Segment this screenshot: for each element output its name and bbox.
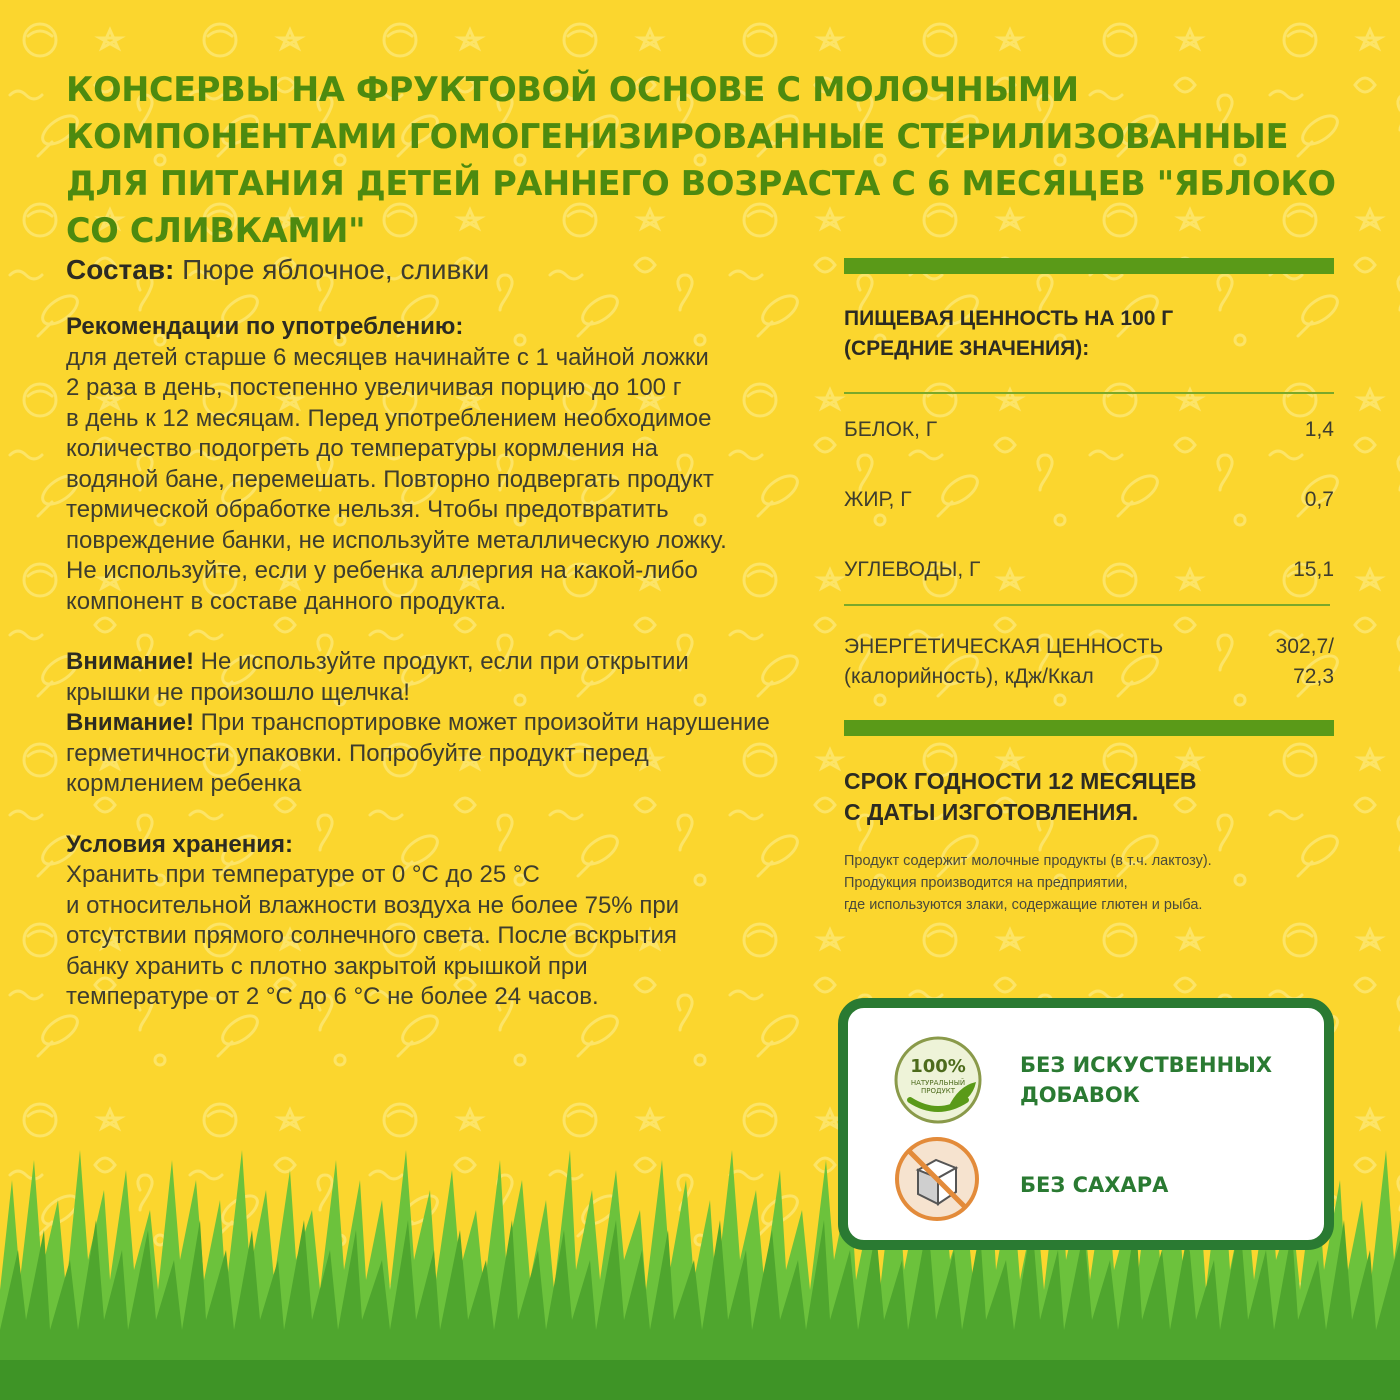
nutrition-row-carbs	[844, 558, 1334, 582]
nutrient-label: УГЛЕВОДЫ, Г	[844, 558, 981, 581]
recommendations-line: количество подогреть до температуры кормления на	[66, 435, 658, 462]
shelf-life	[844, 766, 1334, 828]
warnings-section	[66, 647, 826, 800]
energy-label-line: (калорийность), кДж/Ккал	[844, 665, 1094, 688]
warning-text: Не используйте продукт, если при открытии крышки не произошло щелчка!	[66, 648, 689, 706]
nutrition-heading-line: ПИЩЕВАЯ ЦЕННОСТЬ НА 100 Г	[844, 307, 1174, 330]
nutrient-value: 15,1	[1293, 558, 1334, 581]
recommendations-heading: Рекомендации по употреблению:	[66, 313, 464, 340]
natural-badge-line: БЕЗ ИСКУСТВЕННЫХ	[1020, 1053, 1273, 1077]
warning-transport	[66, 708, 786, 800]
energy-label	[844, 632, 1163, 692]
recommendations-line: повреждение банки, не используйте металлическую ложку.	[66, 526, 727, 554]
divider-bar	[844, 258, 1334, 274]
divider-line	[844, 392, 1334, 394]
warning-label: Внимание!	[66, 709, 194, 736]
divider-bar	[844, 720, 1334, 736]
recommendations-line: водяной бане, перемешать. Повторно подвергать продукт	[66, 465, 714, 493]
natural-badge-text	[1020, 1050, 1272, 1110]
nutrient-label: ЖИР, Г	[844, 488, 912, 511]
energy-label-line: ЭНЕРГЕТИЧЕСКАЯ ЦЕННОСТЬ	[844, 635, 1164, 658]
recommendations-line: термической обработке нельзя. Чтобы предотвратить	[66, 496, 669, 523]
recommendations-line: в день к 12 месяцам. Перед употреблением необходимое	[66, 404, 712, 432]
no-sugar-badge	[892, 1134, 982, 1224]
info-column	[66, 250, 826, 1013]
product-title: КОНСЕРВЫ НА ФРУКТОВОЙ ОСНОВЕ С МОЛОЧНЫМИ КОМПОНЕНТАМИ ГОМОГЕНИЗИРОВАННЫЕ СТЕРИЛИЗОВАННЫЕ ДЛЯ ПИТАНИЯ ДЕТЕЙ РАННЕГО ВОЗРАСТА С 6 МЕСЯЦЕВ "ЯБЛОКО СО СЛИВКАМИ"	[66, 70, 1336, 250]
energy-value-line: 72,3	[1293, 665, 1334, 688]
energy-value-line: 302,7/	[1275, 635, 1334, 658]
nutrient-value: 1,4	[1304, 418, 1334, 441]
storage-line: Хранить при температуре от 0 °С до 25 °С	[66, 861, 540, 888]
composition	[66, 250, 826, 290]
storage-line: отсутствии прямого солнечного света. После вскрытия	[66, 922, 677, 949]
recommendations-line: Не используйте, если у ребенка аллергия на какой-либо	[66, 557, 698, 584]
recommendations-line: компонент в составе данного продукта.	[66, 587, 507, 615]
divider-line	[844, 604, 1330, 606]
storage-line: банку хранить с плотно закрытой крышкой при	[66, 952, 588, 980]
warning-open	[66, 647, 766, 708]
badges-card	[838, 998, 1334, 1250]
shelf-life-line: С ДАТЫ ИЗГОТОВЛЕНИЯ.	[844, 799, 1139, 825]
storage-section	[66, 830, 826, 1013]
recommendations-line: для детей старше 6 месяцев начинайте с 1 чайной ложки	[66, 343, 709, 371]
allergen-note-line: Продукт содержит молочные продукты (в т.ч. лактозу).	[844, 853, 1212, 869]
natural-badge-line: ДОБАВОК	[1020, 1083, 1140, 1107]
storage-line: температуре от 2 °С до 6 °С не более 24 часов.	[66, 983, 599, 1010]
nutrition-row-energy	[844, 632, 1334, 692]
crossed-sugar-cube-icon	[892, 1134, 982, 1224]
natural-logo-percent: 100%	[910, 1056, 966, 1077]
warning-text: При транспортировке может произойти нарушение герметичности упаковки. Попробуйте продукт перед кормлением ребенка	[66, 709, 770, 797]
nutrition-panel	[844, 258, 1334, 916]
natural-logo-caption: НАТУРАЛЬНЫЙ	[910, 1079, 966, 1087]
storage-heading: Условия хранения:	[66, 830, 293, 858]
warning-label: Внимание!	[66, 648, 194, 675]
nutrition-row-fat	[844, 488, 1334, 512]
recommendations-section	[66, 312, 826, 617]
allergen-note-line: Продукция производится на предприятии,	[844, 875, 1128, 891]
recommendations-line: 2 раза в день, постепенно увеличивая порцию до 100 г	[66, 374, 682, 401]
shelf-life-line: СРОК ГОДНОСТИ 12 МЕСЯЦЕВ	[844, 768, 1197, 794]
natural-logo-caption: ПРОДУКТ	[921, 1087, 955, 1095]
natural-product-icon	[888, 1030, 988, 1130]
composition-label: Состав:	[66, 254, 175, 285]
no-sugar-text: БЕЗ САХАРА	[1020, 1173, 1169, 1197]
composition-text: Пюре яблочное, сливки	[174, 254, 490, 285]
energy-value	[1276, 632, 1334, 692]
nutrition-heading	[844, 304, 1334, 364]
nutrition-heading-line: (СРЕДНИЕ ЗНАЧЕНИЯ):	[844, 337, 1090, 360]
nutrient-label: БЕЛОК, Г	[844, 418, 938, 441]
nutrition-row-protein	[844, 418, 1334, 442]
allergen-note	[844, 850, 1334, 916]
nutrient-value: 0,7	[1304, 488, 1334, 511]
storage-line: и относительной влажности воздуха не более 75% при	[66, 891, 680, 919]
allergen-note-line: где используются злаки, содержащие глютен и рыба.	[844, 897, 1203, 913]
natural-badge	[888, 1030, 988, 1130]
